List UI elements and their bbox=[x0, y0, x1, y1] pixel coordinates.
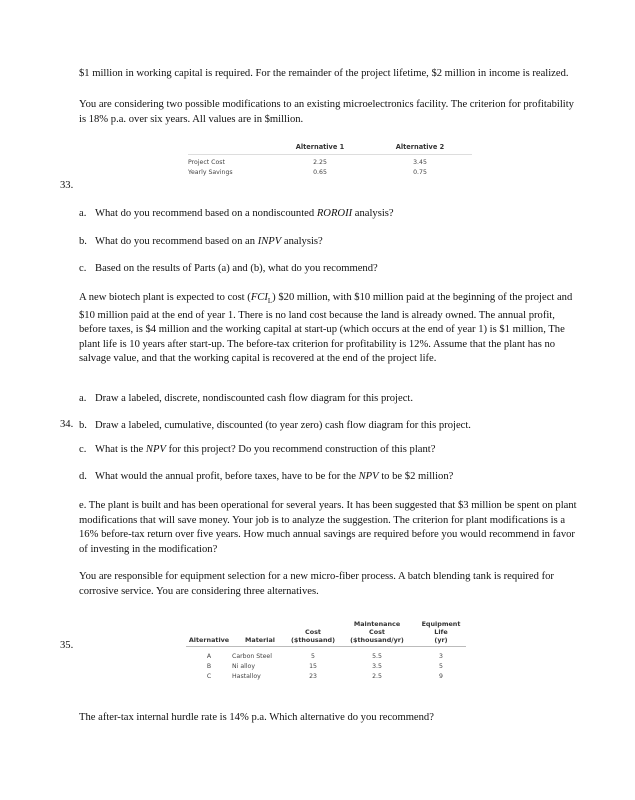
q35-cell: 5 bbox=[439, 662, 443, 670]
q35-cell: A bbox=[206, 652, 212, 660]
q34-part-e: e. The plant is built and has been operational for several years. It has been suggested that $3 million be spent on plant modifications that will save money. Your job is to analyze the suggestion. The criterion for plant modifications is a 16% before-tax return over five years. How much annual savings are required before you would recommend in favor of investing in the modification? bbox=[79, 500, 577, 555]
q35-table bbox=[186, 611, 466, 681]
part-text: What do you recommend based on a nondiscounted bbox=[95, 208, 317, 219]
part-text: What is the bbox=[95, 444, 146, 455]
question-number-33: 33. bbox=[60, 180, 74, 191]
q33-table-header bbox=[188, 140, 472, 155]
part-text: to be $2 million? bbox=[378, 471, 454, 482]
part-text: What do you recommend based on an bbox=[95, 236, 258, 247]
table-row bbox=[186, 651, 466, 661]
q35-cell: 5.5 bbox=[372, 652, 382, 660]
q35-cell: 23 bbox=[309, 672, 317, 680]
q35-closing: The after-tax internal hurdle rate is 14% p.a. Which alternative do you recommend? bbox=[79, 712, 434, 723]
q35-cell: 3 bbox=[439, 652, 443, 660]
q34-fci: FCI bbox=[250, 292, 268, 303]
q35-text: You are responsible for equipment selection for a new micro-fiber process. A batch blending tank is required for corrosive service. You are considering three alternatives. bbox=[79, 571, 554, 597]
q33-header-alt1: Alternative 1 bbox=[295, 143, 345, 151]
q34-part-b bbox=[79, 419, 579, 434]
q34-fci-sub: L bbox=[267, 297, 273, 306]
q33-part-a bbox=[79, 207, 579, 222]
q35-cell: 9 bbox=[439, 672, 443, 680]
part-text: Draw a labeled, discrete, nondiscounted cash flow diagram for this project. bbox=[95, 393, 413, 404]
part-label: c. bbox=[79, 444, 87, 455]
part-emphasis: NPV bbox=[145, 444, 166, 455]
table-row bbox=[186, 671, 466, 681]
q33-row-label: Yearly Savings bbox=[188, 168, 233, 176]
q35-table-header bbox=[186, 611, 466, 647]
q33-table bbox=[188, 140, 472, 177]
question-number-34: 34. bbox=[60, 419, 74, 430]
table-row bbox=[188, 157, 472, 167]
part-text: What would the annual profit, before taxes, have to be for the bbox=[95, 471, 359, 482]
q33-cell: 2.25 bbox=[313, 158, 327, 166]
q34-part-c bbox=[79, 443, 579, 458]
q34-part-a bbox=[79, 392, 579, 407]
q35-cell: 5 bbox=[311, 652, 315, 660]
q35-header-material: Material bbox=[245, 636, 275, 644]
header-line: (yr) bbox=[434, 636, 448, 644]
q35-header-life bbox=[416, 620, 466, 644]
q33-row-label: Project Cost bbox=[188, 158, 225, 166]
part-text: analysis? bbox=[281, 236, 323, 247]
header-line: ($thousand/yr) bbox=[350, 636, 404, 644]
header-line: Equipment bbox=[421, 620, 461, 628]
header-line: Life bbox=[434, 628, 448, 636]
q35-cell: 15 bbox=[309, 662, 317, 670]
table-row bbox=[188, 167, 472, 177]
part-label: c. bbox=[79, 263, 87, 274]
part-label: b. bbox=[79, 420, 87, 431]
q35-cell: C bbox=[206, 672, 212, 680]
q34-text bbox=[79, 291, 579, 367]
q35-header-alternative: Alternative bbox=[188, 636, 230, 644]
q35-header-maintenance bbox=[338, 620, 416, 644]
part-label: d. bbox=[79, 471, 87, 482]
part-label: b. bbox=[79, 236, 87, 247]
q34-part-d bbox=[79, 470, 579, 485]
q35-cell: B bbox=[206, 662, 212, 670]
q33-text: You are considering two possible modifications to an existing microelectronics facility. The criterion for profitability is 18% p.a. over six years. All values are in $million. bbox=[79, 99, 574, 125]
part-text: Based on the results of Parts (a) and (b), what do you recommend? bbox=[95, 263, 378, 274]
q33-part-c bbox=[79, 262, 579, 277]
header-line: ($thousand) bbox=[290, 636, 336, 644]
q33-header-alt2: Alternative 2 bbox=[395, 143, 445, 151]
q33-part-b bbox=[79, 235, 579, 250]
part-label: a. bbox=[79, 208, 87, 219]
intro-paragraph: $1 million in working capital is required. For the remainder of the project lifetime, $2 million in income is realized. bbox=[79, 68, 569, 79]
part-emphasis: INPV bbox=[257, 236, 282, 247]
part-text: for this project? Do you recommend construction of this plant? bbox=[165, 444, 436, 455]
part-text: Draw a labeled, cumulative, discounted (to year zero) cash flow diagram for this project. bbox=[95, 420, 471, 431]
q35-header-cost bbox=[288, 628, 338, 644]
q33-cell: 0.65 bbox=[313, 168, 327, 176]
part-text: analysis? bbox=[352, 208, 394, 219]
q35-cell: 3.5 bbox=[372, 662, 382, 670]
q33-cell: 0.75 bbox=[413, 168, 427, 176]
q34-text-post: ) $20 million, with $10 million paid at the beginning of the project and $10 million paid at the end of year 1. There is no land cost because the land is already owned. The annual profit, before taxes, is $4 million and the working capital at start-up (which occurs at the end of year 1) is $1 million, The plant life is 10 years after start-up. The before-tax criterion for profitability is 12%. Assume that the plant has no salvage value, and that the working capital is recovered at the end of the project life. bbox=[79, 292, 573, 365]
table-row bbox=[186, 661, 466, 671]
q35-cell: Ni alloy bbox=[232, 662, 255, 670]
header-line: Cost bbox=[305, 628, 321, 636]
header-line: Cost bbox=[369, 628, 385, 636]
q35-cell: 2.5 bbox=[372, 672, 382, 680]
part-label: a. bbox=[79, 393, 87, 404]
q35-cell: Hastalloy bbox=[232, 672, 261, 680]
part-emphasis: NPV bbox=[358, 471, 379, 482]
q33-cell: 3.45 bbox=[413, 158, 427, 166]
question-number-35: 35. bbox=[60, 640, 74, 651]
q34-text-pre: A new biotech plant is expected to cost ( bbox=[79, 292, 251, 303]
part-emphasis: ROROII bbox=[316, 208, 353, 219]
header-line: Maintenance bbox=[353, 620, 401, 628]
q35-cell: Carbon Steel bbox=[232, 652, 272, 660]
